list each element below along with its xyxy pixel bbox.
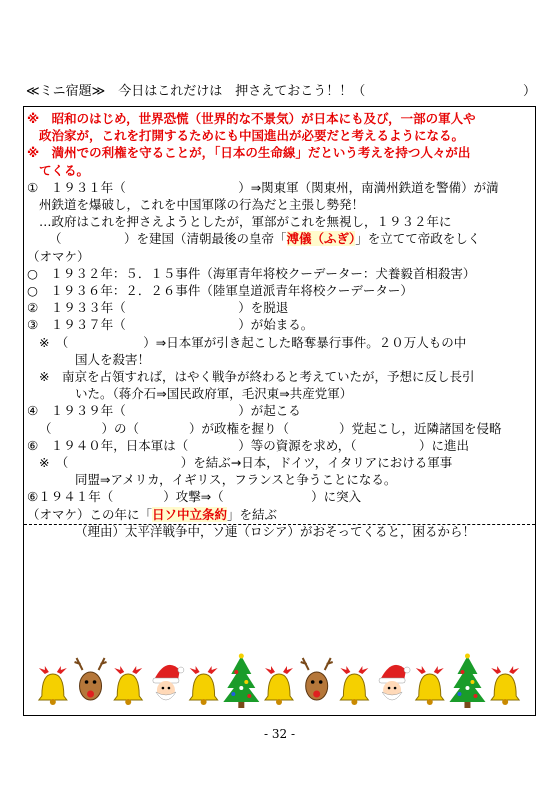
line-text: てくる。 [39, 162, 90, 178]
worksheet-line [27, 110, 532, 127]
worksheet-line [27, 334, 532, 351]
worksheet-line [27, 127, 532, 144]
worksheet-line [27, 213, 532, 230]
santa-icon [379, 665, 410, 700]
worksheet-line [27, 488, 532, 505]
line-text: ⑥１９４１年（ ）攻撃⇒（ ）に突入 [27, 489, 362, 505]
reindeer-icon [301, 658, 333, 700]
line-text: ⑥ １９４０年，日本軍は（ ）等の資源を求め，（ ）に進出 [27, 437, 469, 453]
reindeer-icon [75, 658, 107, 700]
worksheet-line [27, 402, 532, 419]
worksheet-frame [23, 106, 536, 716]
bell-icon [340, 666, 368, 705]
bell-icon [114, 666, 142, 705]
bell-icon [491, 666, 519, 705]
line-text: ○ １９３６年：２．２６事件（陸軍皇道派青年将校クーデーター） [27, 283, 413, 299]
homework-blank-close: ） [522, 84, 536, 99]
dashed-divider [24, 524, 535, 525]
worksheet-line [27, 523, 532, 540]
worksheet-line [27, 179, 532, 196]
worksheet-line [27, 385, 532, 402]
worksheet-line [27, 265, 532, 282]
worksheet-line [27, 230, 532, 247]
line-text: ① １９３１年（ ）⇒関東軍（関東州，南満州鉄道を警備）が満 [27, 179, 499, 195]
worksheet-line [27, 454, 532, 471]
line-text-after: 」を結ぶ [227, 506, 278, 522]
highlight-term: 日ソ中立条約 [152, 506, 228, 522]
christmas-border [34, 652, 524, 712]
worksheet-line [27, 282, 532, 299]
line-text: いた。（蒋介石⇒国民政府軍，毛沢東⇒共産党軍） [75, 386, 353, 402]
worksheet-line [27, 316, 532, 333]
worksheet-line [27, 196, 532, 213]
worksheet-line [27, 506, 532, 523]
line-text: 国人を殺害！ [75, 351, 151, 367]
line-text: ※ （ ）を結ぶ→日本，ドイツ，イタリアにおける軍事 [39, 455, 453, 471]
line-text: （理由）太平洋戦争中，ソ連（ロシア）がおそってくると，困るから！ [75, 523, 476, 539]
worksheet-line [27, 299, 532, 316]
bell-icon [416, 666, 444, 705]
line-text: （オマケ）この年に「 [27, 506, 153, 522]
line-text: 同盟⇒アメリカ，イギリス，フランスと争うことになる。 [75, 472, 397, 488]
line-text: ※ （ ）⇒日本軍が引き起こした略奪暴行事件。２０万人もの中 [39, 334, 467, 350]
line-text: ※ 南京を占領すれば，はやく戦争が終わると考えていたが，予想に反し長引 [39, 369, 475, 385]
santa-icon [153, 665, 184, 700]
highlight-term: 溥儀（ふぎ） [286, 231, 356, 247]
worksheet-line [27, 248, 532, 265]
line-text: ④ １９３９年（ ）が起こる [27, 403, 301, 419]
page-number: - 32 - [263, 727, 295, 741]
line-text: ③ １９３７年（ ）が始まる。 [27, 317, 314, 333]
line-text-after: 」を立てて帝政をしく [355, 231, 481, 247]
worksheet-line [27, 368, 532, 385]
line-text: ○ １９３２年：５．１５事件（海軍青年将校クーデーター：犬養毅首相殺害） [27, 265, 476, 281]
line-text: ② １９３３年（ ）を脱退 [27, 300, 289, 316]
bell-icon [39, 666, 67, 705]
line-text: 政治家が，これを打開するためにも中国進出が必要だと考えるようになる。 [39, 128, 465, 144]
line-text: ※ 満州での利権を守ることが，「日本の生命線」だという考えを持つ人々が出 [27, 145, 471, 161]
worksheet-line [27, 437, 532, 454]
line-text: （ ）の（ ）が政権を握り（ ）党起こし，近隣諸国を侵略 [39, 420, 502, 436]
worksheet-line [27, 162, 532, 179]
line-text: …政府はこれを押さえようとしたが，軍部がこれを無視し，１９３２年に [39, 214, 452, 230]
line-text: ※ 昭和のはじめ，世界恐慌（世界的な不景気）が日本にも及び，一部の軍人や [27, 111, 476, 126]
worksheet-line [27, 471, 532, 488]
line-text: 州鉄道を爆破し，これを中国軍隊の行為だと主張し勢発！ [39, 197, 365, 213]
worksheet-content [27, 110, 532, 540]
line-text: （ ）を建国（清朝最後の皇帝「 [49, 231, 287, 247]
tree-icon [223, 654, 259, 709]
worksheet-line [27, 144, 532, 161]
bell-icon [265, 666, 293, 705]
bell-icon [190, 666, 218, 705]
homework-header [26, 80, 536, 99]
homework-title: ≪ミニ宿題≫ 今日はこれだけは 押さえておこう！！（ [26, 84, 366, 99]
worksheet-line [27, 420, 532, 437]
line-text: （オマケ） [27, 248, 90, 264]
tree-icon [449, 654, 485, 709]
worksheet-line [27, 351, 532, 368]
